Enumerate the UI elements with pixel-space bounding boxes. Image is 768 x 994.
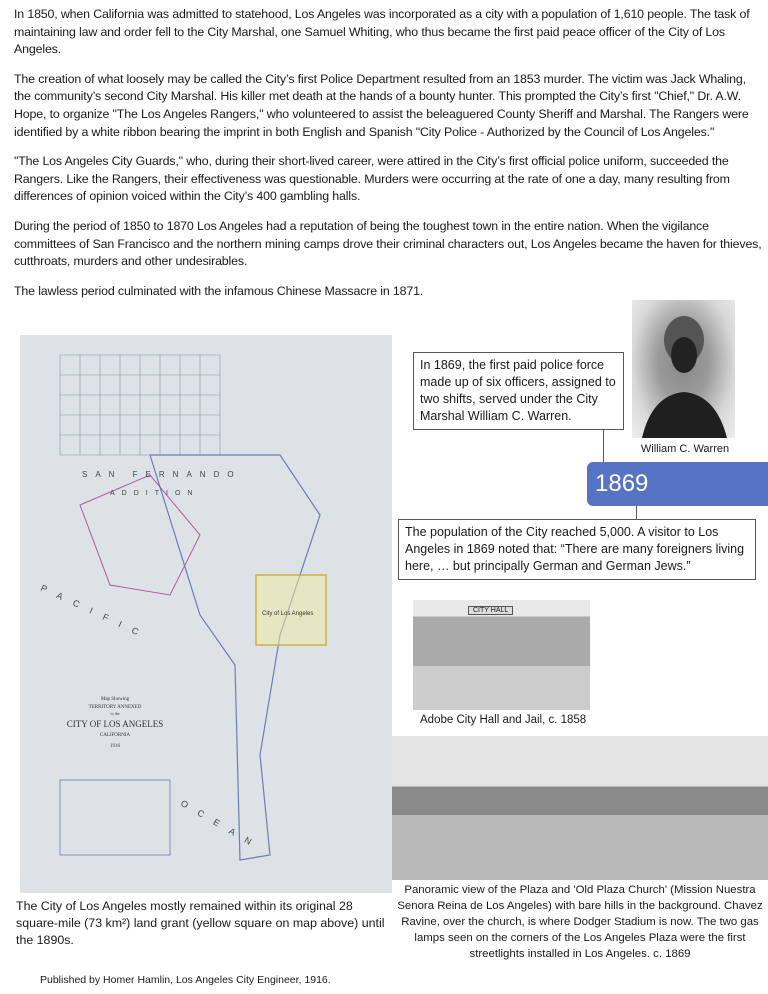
timeline-top-box: In 1869, the first paid police force made up of six officers, assigned to two shifts, served under the City Marshal William C. Warren. (413, 352, 624, 430)
adobe-city-hall-photo (413, 600, 590, 710)
portrait-william-warren (632, 300, 735, 438)
intro-text (14, 6, 764, 312)
map-title-line: CALIFORNIA (99, 733, 131, 738)
map-title-line: TERRITORY ANNEXED (88, 705, 142, 710)
map-caption: The City of Los Angeles mostly remained within its original 28 square-mile (73 km²) land grant (yellow square on map above) until the 1890s. (16, 899, 385, 947)
paragraph-toughest-town: During the period of 1850 to 1870 Los Angeles had a reputation of being the toughest town in the entire nation. When the vigilance committees of San Francisco and the northern mining camps drove their criminal characters out, Los Angeles became the haven for thieves, cutthroats, murders and other undesirables. (14, 218, 762, 269)
map-title-line: Map Showing (100, 697, 130, 702)
paragraph-city-guards: "The Los Angeles City Guards," who, during their short-lived career, were attired in the City’s first official police uniform, succeeded the Rangers. Like the Rangers, their effectiveness was questionable. Murders were occurring at the rate of one a day, many resulting from differences of opinion voiced within the City’s 400 gambling halls. (14, 154, 730, 204)
map-label-pacific: PACIFIC (39, 582, 152, 643)
paragraph-1853: The creation of what loosely may be called the City’s first Police Department resulted from an 1853 murder. The victim was Jack Whaling, the community’s second City Marshal. His killer met death at the hands of a bounty hunter. This prompted the City’s first "Chief," Dr. A.W. Hope, to organize "The Los Angeles Rangers," who volunteered to assist the beleaguered County Sheriff and Marshal. The Rangers were identified by a white ribbon bearing the imprint in both English and Spanish "City Police - Authorized by the Council of Los Angeles." (14, 71, 749, 139)
map-label-ocean: OCEAN (179, 798, 264, 853)
map-label-san-fernando: SAN FERNANDO (82, 470, 242, 479)
map-title-line: 1916 (110, 744, 120, 749)
map-drawing (20, 335, 392, 893)
paragraph-massacre: The lawless period culminated with the infamous Chinese Massacre in 1871. (14, 283, 424, 298)
map-label-addition: ADDITION (110, 490, 200, 497)
timeline-connector (636, 506, 637, 519)
map-label-city: City of Los Angeles (262, 611, 314, 617)
map-credit: Published by Homer Hamlin, Los Angeles City Engineer, 1916. (40, 974, 331, 986)
map-title-line: to the (110, 711, 120, 716)
timeline-bottom-box: The population of the City reached 5,000. A visitor to Los Angeles in 1869 noted that: “There are many foreigners living here, … but principally German and German Jews.” (398, 519, 756, 580)
panorama-caption: Panoramic view of the Plaza and 'Old Plaza Church' (Mission Nuestra Senora Reina de Los Angeles) with bare hills in the background. Chavez Ravine, over the church, is where Dodger Stadium is now. The two gas lamps seen on the corners of the Los Angeles Plaza were the first streetlights installed in Los Angeles. c. 1869 (397, 884, 763, 960)
portrait-drawing (632, 300, 735, 438)
plaza-panorama-photo (392, 736, 768, 880)
map-title-line: CITY OF LOS ANGELES (66, 719, 164, 729)
timeline-year-banner: 1869 (587, 462, 768, 506)
paragraph-1850: In 1850, when California was admitted to statehood, Los Angeles was incorporated as a city with a population of 1,610 people. The task of maintaining law and order fell to the City Marshal, one Samuel Whiting, who thus became the first paid peace officer of the City of Los Angeles. (14, 7, 750, 57)
city-hall-sign: CITY HALL (468, 606, 513, 615)
annexation-map-image (20, 335, 392, 893)
portrait-caption: William C. Warren (640, 443, 730, 455)
adobe-caption: Adobe City Hall and Jail, c. 1858 (420, 714, 587, 726)
